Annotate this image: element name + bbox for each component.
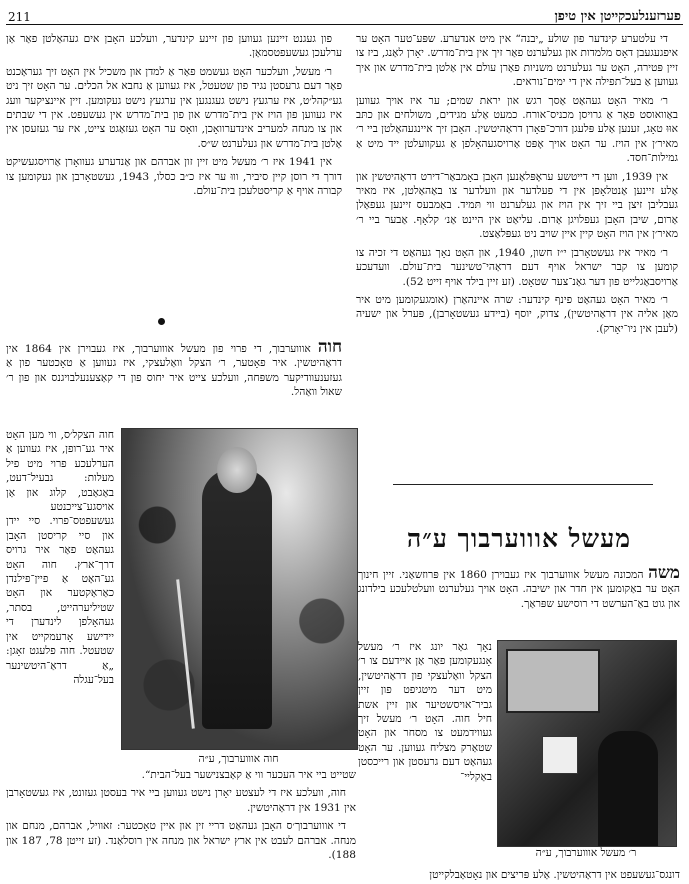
paragraph: שטייט ביי איר העכער ווי אַ קאַבצנישער בעל־הבית“. [141, 769, 356, 781]
paragraph: ר׳ מאיר האָט געהאַט אַסך רגש און יראת שמים; ער איז אויך געווען באַוואוסט פאַר אַ גרויסן מכניס־אורח. כמעט אַלע מגידים, משולחים און כתּב אוּוּ טאָג, זענען אַלע פּלעגן דורכ־פאָרן דראַהיטשין. האָבן זיך איינגעהאַלטן ביי ר׳ מאיר׳ן אין הויז. ער האָט אויך אָפּט אַרויסגעהאָלפן אַ געקוועלטן ייד מיט אַ גמילות־חסד. [356, 94, 678, 165]
hava-photo-caption: חוה אוווערבוך, ע״ה [198, 753, 279, 765]
section-divider [393, 484, 653, 485]
paragraph: ר׳ מאיר האָט געהאַט פינף קינדער: שרה איינהאַרן (אומגעקומען מיט איר מאַן אליה אין דראַהיטשין), צדוק, יוסף (ביידע געשטאָרבן), פּערל און ישעיה (לעבן אין ניו־יאָרק). [356, 293, 678, 335]
hava-first-paragraph: אוווערבוך, די פרוי פון מעשל אוווערבוך, איז געבוירן אין 1864 אין דראַהיטשין. איר פאָטער, ר׳ הצקל וואַלעצקי, איז געווען אַ טאָכטער פון אַ געזענעוודיקער משפּחה, וועלכע צייט איר יחוס פון די קאַצענעלבויגנס און פון ר׳ שאול וואַהל. [6, 343, 342, 399]
hava-portrait-photo [121, 428, 358, 750]
meshl-side-text [358, 640, 492, 788]
running-title: פערזענלעכקייטן אין טיפן [554, 9, 681, 24]
section-title: מעשל אוווערבוך ע״ה [406, 524, 632, 553]
hava-intro [6, 337, 343, 404]
paragraph: פון געגנט זיינען געווען פון זיינע קינדער, וועלכע האָבן אים געהאַלטן פאַר אַן ערלעכן געשעפטסמאַן. [6, 33, 342, 60]
moshe-intro-text: המכונה מעשל אוווערבוך איז געבוירן 1860 אין פּרוזשאַני. זיין חינוך האָט ער באַקומען אין חדר און ישיבה. האָט אויך געלערנט וועלטלעכע בילדונג און גוט באַ־הערשט די רוסישע שפּראַך. [358, 569, 680, 610]
moshe-intro [358, 563, 680, 611]
left-column-text [6, 32, 342, 202]
paragraph: ר׳ מאיר איז געשטאָרבן י״ז חשון, 1940, און האָט נאָך געהאַט די זכיה צו קומען צו קבר ישראל אויף דעם דראַהי־טשינער בית־עולם. וועדעכע אַרויסבאַגלייט פון דער גאַנ־צער שטאָט. (זע זיין בילד אויף זייט 52). [356, 246, 678, 288]
paragraph: די אוווערבוך׳ס האָבן געהאַט דריי זין און איין טאָכטער: זאוויל, אברהם, מנחם און מנחה. אברהם לעבט אין ארץ ישראל און מנחה אין רוסלאַנד. (זע זייטן 78, 187 און 188). [6, 820, 356, 862]
hava-side-text [6, 428, 114, 691]
hava-bottom-text [6, 768, 356, 866]
moshe-lead-word: משה [648, 563, 680, 583]
meshl-bottom-line: דונגס־געשעפט אין דראַהיטשין. אַלע פּריצים און נאָטאַבלקייטן [429, 869, 680, 881]
paragraph: די עלטערע קינדער פון שולע „יבנה“ אין מיט אנדערע. שפּע־טער האָט ער איפגעגעבן דאָס מלמדות און געלערנט פאַר זיך אין בית־מדרש. יאָרן לאַנג, ביז צו זיין פּטירה, האָט ער געלערנט משניות פאַרן עולם אין אַלטן בית־מדרש און איך געווען אַ בעל־תפילה אין די ימים־נוראים. [356, 33, 678, 89]
page-number: 211 [8, 10, 31, 24]
page-header [6, 2, 683, 25]
paragraph: אין 1941 איז ר׳ מעשל מיט זיין זון אברהם און אַנדערע געוואָרן אַרויסגעשיקט דורך די רוסן קיין סיביר, וווּ ער איז כ״ב כסלו, 1943, געשטאָרבן און געקומען צו קבורה אויף אַ קריסטלעכן בית־עולם. [6, 156, 342, 198]
paragraph: נאָך גאַר יונג איז ר׳ מעשל אָנגעקומען פאַר אַן איידעם צו ר׳ הצקל וואַלעצקי פון דראַהיטשין, מיט דער מיטגיפט פון זיין גביר־אויסשטיער און זיין אשת חיל חוה. האָט ר׳ מעשל זיך געווידמעט צו מסחר און האָט שטאַרק מצליח געווען. ער האָט געהאַט דעם גרעסטן און רייכסטן באַקליי־ [358, 641, 492, 783]
paragraph: חוה, וועלכע איז די לעצטע יאָרן נישט געווען ביי איר בעסטן געזונט, איז געשטאָרבן אין 1931 אין דראַהיטשין. [6, 787, 356, 814]
hava-lead-word: חוה [317, 337, 343, 357]
paragraph: אין 1939, ווען די דייטשע עראָפּלאַנען האָבן באָמבאַר־דירט דראַהיטשין און אַלע זיינען אַנטלאָפן אין די פעלדער און וועלדער צו באַהאַלטן, איז מאיר געבליבן זיצן ביי זיך אין הויז און געלערנט ווי תּמיד. באַמבעס זיינען געפאַלן אַרום, שיבן האָבן געפלויגן אַרום. עליאַט אין היינט אַנ׳ קלאָף. אַבער ביי ר׳ מאיר׳ן אין הויז האָט קיין איין שויב ניט געפּלאַצט. [356, 170, 678, 241]
right-column-text [356, 32, 678, 340]
bullet-separator [158, 318, 165, 325]
meshl-photo-caption: ר׳ מעשל אוווערבוך, ע״ה [535, 847, 637, 859]
paragraph: ר׳ מעשל, וועלכער האָט געשמט פאַר אַ למדן און משכיל אין האָט זיך געראַכנט פאַר דעם גרעסטן נגיד פון שטעטל, איז געווען אַ נחבא אל הכלים. ער האָט זיך ניט גע״קהל׳ט, איז ערגעץ נישט געגנגען אין ערגעץ נישט געקומען. זיין איינציקער וועג איז געווען פון הויז אין בית־מדרש און פון בית־מדרש אין געשעפט. אין די שבתים און צו מנחה למעריב אינדערוואָכן, וואָס ער האָט געזאַגט צייט, איז ער געזעסן אין אַלטן בית־מדרש און געלערנט ש״ס. [6, 65, 342, 150]
paragraph: חוה הצקל׳ס, ווי מען האָט איר גע־רופן, איז געווען אַ הערלעכע פרוי מיט פיל מעלות: גבעיל־דעט, באַגאַבט, קלוג און אַן אויסגע־צייכנטע געשעפטס־פרוי. סיי יידן און סיי קריסטן האָבן געהאַט פאַר איר גרויס דרך־ארץ. חוה האָט גע־האַט אַ פיין־פילנדן כאַראַקטער און האָט שטיליערהייט, בסתר, געהאָלפן לינדערן די יידישע אָרעמקייט אין שטעטל. חוה פלעגט זאָגן: „אַ דראַ־היטשינער בעל־עגלה [6, 429, 114, 686]
meshl-photo [497, 640, 677, 847]
